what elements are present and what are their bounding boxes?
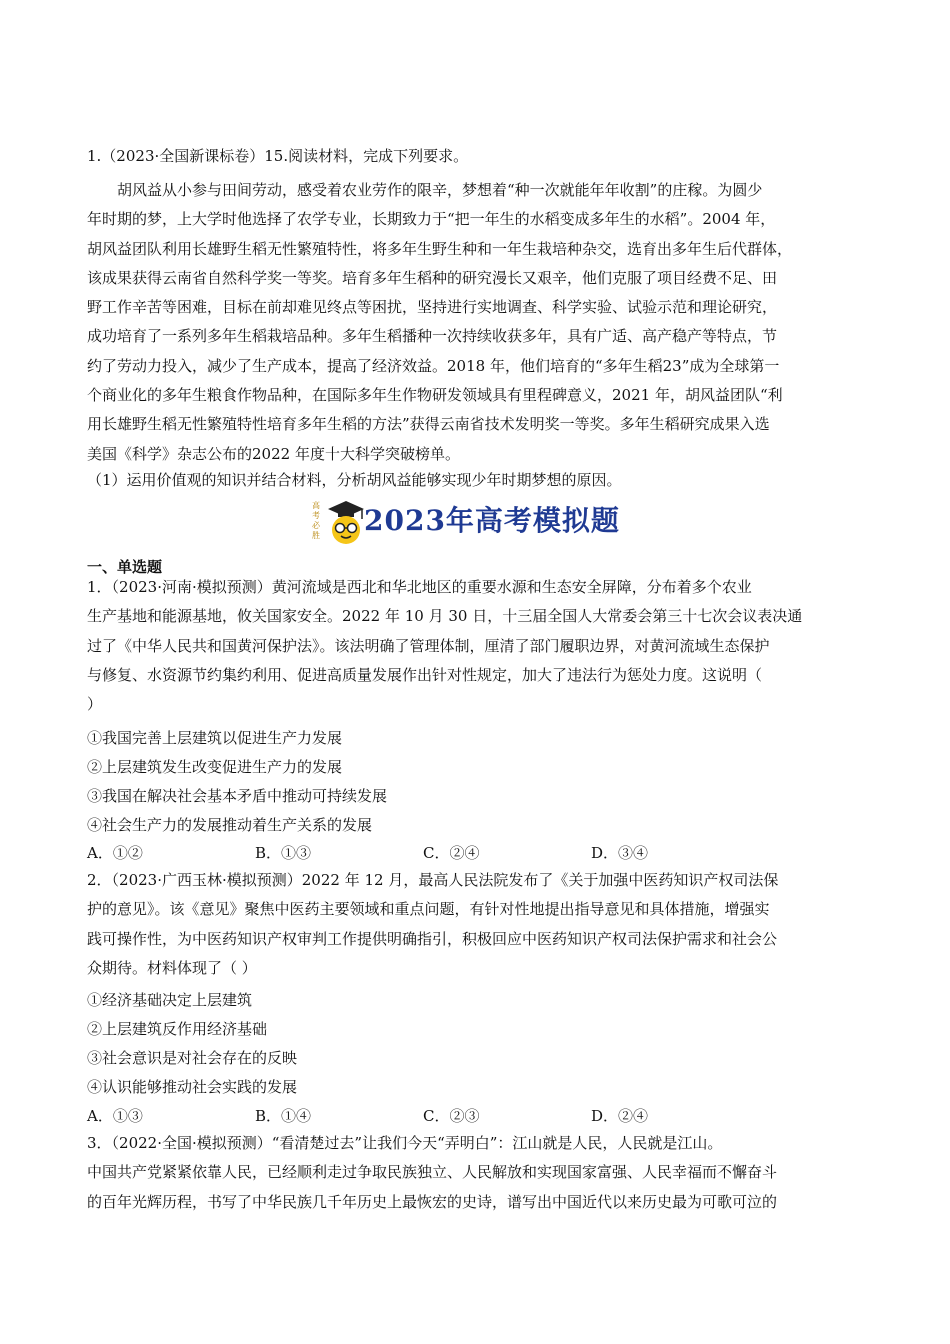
- statement-item: ①我国完善上层建筑以促进生产力发展: [87, 729, 343, 747]
- stem-line: 3．（2022·全国·模拟预测）“看清楚过去”让我们今天“弄明白”：江山就是人民，人民就是江山。: [87, 1134, 723, 1152]
- material-line: 胡风益团队利用长雄野生稻无性繁殖特性，将多年生野生种和一年生栽培种杂交，选育出多年生后代群体，: [87, 239, 793, 258]
- question-stem: [87, 866, 867, 983]
- stem-line: 2．（2023·广西玉林·模拟预测）2022 年 12 月，最高人民法院发布了《关于加强中医药知识产权司法保: [87, 871, 779, 889]
- choice-b[interactable]: B．①③: [255, 844, 312, 862]
- choice-b[interactable]: B．①④: [255, 1107, 312, 1125]
- choice-row: [87, 842, 759, 864]
- question-1-heading: 1.（2023·全国新课标卷）15.阅读材料，完成下列要求。: [87, 147, 469, 165]
- stem-line: 过了《中华人民共和国黄河保护法》。该法明确了管理体制，厘清了部门履职边界，对黄河流域生态保护: [87, 636, 770, 655]
- stem-line: ）: [87, 695, 103, 714]
- question-1-material: [87, 176, 867, 469]
- material-line: 年时期的梦，上大学时他选择了农学专业，长期致力于“把一年生的水稻变成多年生的水稻”。2004 年，: [87, 210, 776, 229]
- banner-title: 2023年高考模拟题: [364, 504, 620, 537]
- banner-badge-text: 高考必胜: [312, 501, 320, 540]
- stem-line: 众期待。材料体现了（ ）: [87, 958, 257, 977]
- choice-c[interactable]: C．②③: [423, 1107, 480, 1125]
- statement-item: ③社会意识是对社会存在的反映: [87, 1049, 298, 1067]
- choice-d[interactable]: D．③④: [591, 844, 649, 862]
- section-banner: [300, 497, 650, 549]
- statement-item: ②上层建筑发生改变促进生产力的发展: [87, 758, 343, 776]
- mascot-icon: [326, 499, 366, 547]
- material-line: 美国《科学》杂志公布的2022 年度十大科学突破榜单。: [87, 444, 460, 463]
- statement-item: ③我国在解决社会基本矛盾中推动可持续发展: [87, 787, 388, 805]
- material-line: 成功培育了一系列多年生稻栽培品种。多年生稻播种一次持续收获多年，具有广适、高产稳产等特点，节: [87, 327, 778, 346]
- question-1-subquestion: （1）运用价值观的知识并结合材料，分析胡风益能够实现少年时期梦想的原因。: [87, 471, 622, 489]
- statement-item: ④认识能够推动社会实践的发展: [87, 1078, 298, 1096]
- stem-line: 生产基地和能源基地，攸关国家安全。2022 年 10 月 30 日，十三届全国人大常委会第三十七次会议表决通: [87, 607, 803, 626]
- choice-d[interactable]: D．②④: [591, 1107, 649, 1125]
- stem-line: 1．（2023·河南·模拟预测）黄河流域是西北和华北地区的重要水源和生态安全屏障，分布着多个农业: [87, 578, 752, 596]
- question-stem: [87, 573, 867, 719]
- choice-a[interactable]: A．①②: [87, 844, 143, 862]
- material-line: 个商业化的多年生粮食作物品种，在国际多年生作物研发领域具有里程碑意义，2021 年，胡风益团队“利: [87, 386, 783, 405]
- material-line: 胡风益从小参与田间劳动，感受着农业劳作的限辛，梦想着“种一次就能年年收割”的庄稼。为圆少: [117, 181, 763, 199]
- statement-item: ②上层建筑反作用经济基础: [87, 1020, 268, 1038]
- stem-line: 的百年光辉历程，书写了中华民族几千年历史上最恢宏的史诗，谱写出中国近代以来历史最为可歌可泣的: [87, 1192, 778, 1211]
- stem-line: 与修复、水资源节约集约利用、促进高质量发展作出针对性规定，加大了违法行为惩处力度。这说明（: [87, 665, 763, 684]
- choice-c[interactable]: C．②④: [423, 844, 480, 862]
- question-stem: [87, 1129, 867, 1217]
- statement-item: ④社会生产力的发展推动着生产关系的发展: [87, 816, 373, 834]
- stem-line: 践可操作性，为中医药知识产权审判工作提供明确指引，积极回应中医药知识产权司法保护需求和社会公: [87, 929, 778, 948]
- material-line: 野工作辛苦等困难，目标在前却难见终点等困扰，坚持进行实地调查、科学实验、试验示范和理论研究，: [87, 298, 778, 317]
- material-line: 该成果获得云南省自然科学奖一等奖。培育多年生稻种的研究漫长又艰辛，他们克服了项目经费不足、田: [87, 268, 778, 287]
- stem-line: 护的意见》。该《意见》聚焦中医药主要领域和重点问题，有针对性地提出指导意见和具体措施，增强实: [87, 900, 770, 919]
- statement-item: ①经济基础决定上层建筑: [87, 991, 253, 1009]
- section-title: 一、单选题: [87, 558, 163, 576]
- stem-line: 中国共产党紧紧依靠人民，已经顺利走过争取民族独立、人民解放和实现国家富强、人民幸福而不懈奋斗: [87, 1163, 778, 1182]
- choice-a[interactable]: A．①③: [87, 1107, 143, 1125]
- choice-row: [87, 1105, 759, 1127]
- material-line: 约了劳动力投入，减少了生产成本，提高了经济效益。2018 年，他们培育的“多年生稻23”成为全球第一: [87, 356, 780, 375]
- material-line: 用长雄野生稻无性繁殖特性培育多年生稻的方法”获得云南省技术发明奖一等奖。多年生稻研究成果入选: [87, 415, 770, 434]
